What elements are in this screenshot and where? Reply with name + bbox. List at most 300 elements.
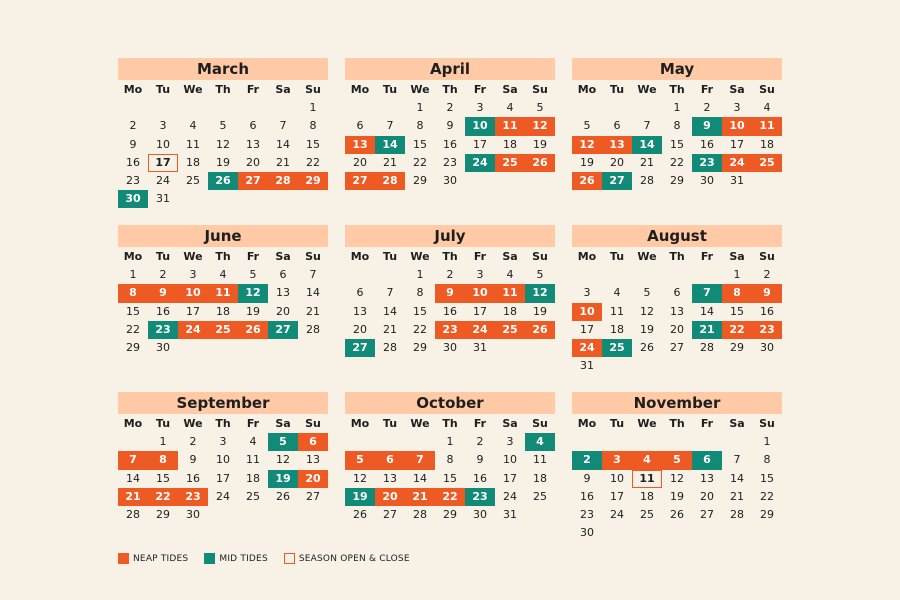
mid-swatch-icon <box>204 553 215 564</box>
day-cell: 27 <box>238 172 268 190</box>
day-cell: 9 <box>692 117 722 135</box>
day-cell: 6 <box>249 119 257 133</box>
weekday-header: Tu <box>609 83 625 96</box>
month-title: October <box>345 392 555 414</box>
day-cell: 9 <box>148 284 178 302</box>
empty-cell <box>375 99 405 117</box>
day-cell: 3 <box>476 268 484 282</box>
weekday-header: We <box>410 250 430 263</box>
day-cell: 7 <box>386 119 394 133</box>
day-cell: 18 <box>186 155 200 169</box>
day-cell: 4 <box>219 268 227 282</box>
day-cell: 28 <box>126 507 140 521</box>
day-cell: 22 <box>148 488 178 506</box>
empty-cell <box>602 99 632 117</box>
empty-cell <box>178 99 208 117</box>
day-cell: 13 <box>602 136 632 154</box>
day-cell: 8 <box>763 453 771 467</box>
weekday-header: Th <box>442 417 458 430</box>
day-cell: 15 <box>443 471 457 485</box>
empty-cell <box>602 433 632 451</box>
day-cell: 24 <box>503 489 517 503</box>
day-cell: 9 <box>435 284 465 302</box>
day-cell: 22 <box>670 155 684 169</box>
day-cell: 7 <box>692 284 722 302</box>
weekday-header: Sa <box>275 83 291 96</box>
weekday-header: Fr <box>246 83 260 96</box>
weekday-header: Fr <box>473 83 487 96</box>
day-cell: 14 <box>700 304 714 318</box>
day-cell: 29 <box>413 340 427 354</box>
weekday-header: Su <box>305 250 321 263</box>
day-cell: 22 <box>722 321 752 339</box>
weekday-header: Sa <box>275 417 291 430</box>
weekday-header: Su <box>305 83 321 96</box>
day-cell: 29 <box>126 340 140 354</box>
day-cell: 22 <box>126 322 140 336</box>
day-cell: 11 <box>246 453 260 467</box>
day-cell: 12 <box>238 284 268 302</box>
month-title: March <box>118 58 328 80</box>
day-cell: 23 <box>752 321 782 339</box>
day-cell: 3 <box>189 268 197 282</box>
day-cell: 24 <box>572 339 602 357</box>
weekday-header: Th <box>215 83 231 96</box>
day-cell: 5 <box>583 119 591 133</box>
day-cell: 21 <box>383 322 397 336</box>
day-cell: 4 <box>525 433 555 451</box>
day-cell: 8 <box>722 284 752 302</box>
weekday-header: Su <box>305 417 321 430</box>
day-cell: 9 <box>446 119 454 133</box>
day-cell: 1 <box>763 435 771 449</box>
empty-cell <box>722 433 752 451</box>
day-cell: 7 <box>279 119 287 133</box>
day-cell: 7 <box>309 268 317 282</box>
day-cell: 21 <box>405 488 435 506</box>
day-cell: 27 <box>383 507 397 521</box>
day-cell: 19 <box>533 137 547 151</box>
day-cell: 2 <box>703 101 711 115</box>
day-cell: 22 <box>413 322 427 336</box>
day-cell: 26 <box>353 507 367 521</box>
day-cell: 10 <box>465 117 495 135</box>
day-cell: 27 <box>602 172 632 190</box>
day-cell: 14 <box>383 304 397 318</box>
day-cell: 16 <box>186 471 200 485</box>
month-august <box>572 225 782 375</box>
day-cell: 29 <box>443 507 457 521</box>
day-cell: 5 <box>643 286 651 300</box>
day-cell: 25 <box>495 321 525 339</box>
day-cell: 20 <box>353 155 367 169</box>
day-cell: 1 <box>416 101 424 115</box>
day-cell: 11 <box>495 284 525 302</box>
empty-cell <box>572 266 602 284</box>
day-cell: 26 <box>238 321 268 339</box>
day-cell: 29 <box>156 507 170 521</box>
weekday-header: Sa <box>502 250 518 263</box>
day-cell: 15 <box>126 304 140 318</box>
day-cell: 26 <box>208 172 238 190</box>
day-cell: 31 <box>503 507 517 521</box>
month-grid <box>572 415 782 542</box>
weekday-header: Su <box>759 417 775 430</box>
day-cell: 21 <box>692 321 722 339</box>
day-cell: 24 <box>465 154 495 172</box>
empty-cell <box>208 99 238 117</box>
day-cell: 28 <box>306 322 320 336</box>
day-cell: 6 <box>356 119 364 133</box>
month-title: July <box>345 225 555 247</box>
day-cell: 10 <box>722 117 752 135</box>
weekday-header: We <box>410 83 430 96</box>
weekday-header: Th <box>669 83 685 96</box>
day-cell: 8 <box>416 119 424 133</box>
day-cell: 22 <box>413 155 427 169</box>
weekday-header: Tu <box>155 417 171 430</box>
day-cell: 20 <box>353 322 367 336</box>
day-cell: 4 <box>249 435 257 449</box>
day-cell: 18 <box>760 137 774 151</box>
day-cell: 12 <box>216 137 230 151</box>
day-cell: 26 <box>670 507 684 521</box>
day-cell: 5 <box>345 451 375 469</box>
weekday-header: Th <box>442 83 458 96</box>
weekday-header: Mo <box>123 83 143 96</box>
empty-cell <box>345 433 375 451</box>
month-grid <box>572 248 782 375</box>
day-cell: 10 <box>465 284 495 302</box>
empty-cell <box>268 99 298 117</box>
day-cell: 21 <box>306 304 320 318</box>
day-cell: 27 <box>700 507 714 521</box>
day-cell: 18 <box>640 489 654 503</box>
day-cell: 19 <box>216 155 230 169</box>
day-cell: 13 <box>345 136 375 154</box>
weekday-header: Fr <box>700 250 714 263</box>
day-cell: 16 <box>473 471 487 485</box>
day-cell: 1 <box>733 268 741 282</box>
day-cell: 28 <box>375 172 405 190</box>
day-cell: 21 <box>276 155 290 169</box>
day-cell: 14 <box>413 471 427 485</box>
day-cell: 6 <box>375 451 405 469</box>
day-cell: 18 <box>503 304 517 318</box>
day-cell: 16 <box>156 304 170 318</box>
day-cell: 6 <box>692 451 722 469</box>
empty-cell <box>632 99 662 117</box>
weekday-header: Sa <box>275 250 291 263</box>
day-cell: 11 <box>610 304 624 318</box>
day-cell: 2 <box>476 435 484 449</box>
weekday-header: We <box>637 83 657 96</box>
weekday-header: Su <box>532 250 548 263</box>
month-grid <box>118 415 328 524</box>
day-cell: 26 <box>572 172 602 190</box>
day-cell: 30 <box>443 340 457 354</box>
empty-cell <box>662 266 692 284</box>
month-grid <box>345 415 555 524</box>
day-cell: 17 <box>186 304 200 318</box>
day-cell: 24 <box>465 321 495 339</box>
day-cell: 31 <box>473 340 487 354</box>
weekday-header: Tu <box>155 83 171 96</box>
day-cell: 30 <box>580 526 594 540</box>
day-cell: 5 <box>662 451 692 469</box>
day-cell: 15 <box>760 471 774 485</box>
day-cell: 24 <box>216 489 230 503</box>
day-cell: 21 <box>383 155 397 169</box>
day-cell: 27 <box>306 489 320 503</box>
day-cell: 16 <box>443 137 457 151</box>
day-cell: 10 <box>178 284 208 302</box>
weekday-header: Sa <box>729 83 745 96</box>
weekday-header: We <box>410 417 430 430</box>
weekday-header: Fr <box>246 417 260 430</box>
day-cell: 2 <box>159 268 167 282</box>
month-title: August <box>572 225 782 247</box>
day-cell: 5 <box>268 433 298 451</box>
month-grid <box>345 248 555 357</box>
day-cell: 16 <box>126 155 140 169</box>
day-cell: 20 <box>246 155 260 169</box>
day-cell: 7 <box>733 453 741 467</box>
day-cell: 26 <box>525 321 555 339</box>
day-cell: 1 <box>446 435 454 449</box>
day-cell: 17 <box>730 137 744 151</box>
day-cell: 12 <box>353 471 367 485</box>
day-cell: 3 <box>602 451 632 469</box>
day-cell: 24 <box>610 507 624 521</box>
day-cell: 1 <box>159 435 167 449</box>
weekday-header: Su <box>532 417 548 430</box>
day-cell: 10 <box>156 137 170 151</box>
weekday-header: We <box>183 417 203 430</box>
weekday-header: Sa <box>502 83 518 96</box>
day-cell: 23 <box>580 507 594 521</box>
day-cell: 12 <box>640 304 654 318</box>
weekday-header: Su <box>532 83 548 96</box>
day-cell: 20 <box>700 489 714 503</box>
day-cell: 8 <box>148 451 178 469</box>
day-cell: 28 <box>700 340 714 354</box>
empty-cell <box>118 433 148 451</box>
day-cell: 7 <box>643 119 651 133</box>
day-cell: 17 <box>473 304 487 318</box>
empty-cell <box>662 433 692 451</box>
day-cell: 8 <box>446 453 454 467</box>
empty-cell <box>238 99 268 117</box>
empty-cell <box>572 99 602 117</box>
month-title: November <box>572 392 782 414</box>
day-cell: 4 <box>189 119 197 133</box>
day-cell: 1 <box>129 268 137 282</box>
day-cell: 6 <box>279 268 287 282</box>
weekday-header: Tu <box>609 250 625 263</box>
day-cell: 18 <box>216 304 230 318</box>
empty-cell <box>405 433 435 451</box>
day-cell: 12 <box>525 284 555 302</box>
empty-cell <box>375 433 405 451</box>
day-cell: 18 <box>503 137 517 151</box>
day-cell: 14 <box>632 136 662 154</box>
day-cell: 2 <box>129 119 137 133</box>
day-cell: 19 <box>670 489 684 503</box>
day-cell: 12 <box>525 117 555 135</box>
day-cell: 13 <box>246 137 260 151</box>
day-cell: 14 <box>375 136 405 154</box>
day-cell: 24 <box>178 321 208 339</box>
day-cell: 21 <box>118 488 148 506</box>
day-cell: 19 <box>533 304 547 318</box>
empty-cell <box>148 99 178 117</box>
day-cell: 14 <box>276 137 290 151</box>
day-cell: 1 <box>416 268 424 282</box>
weekday-header: Sa <box>729 250 745 263</box>
day-cell: 27 <box>345 172 375 190</box>
month-grid <box>345 81 555 190</box>
day-cell: 12 <box>572 136 602 154</box>
day-cell: 28 <box>383 340 397 354</box>
empty-cell <box>345 266 375 284</box>
day-cell: 11 <box>533 453 547 467</box>
empty-cell <box>572 433 602 451</box>
day-cell: 23 <box>126 173 140 187</box>
day-cell: 19 <box>246 304 260 318</box>
day-cell: 13 <box>276 286 290 300</box>
day-cell: 23 <box>435 321 465 339</box>
month-september <box>118 392 328 524</box>
day-cell: 5 <box>219 119 227 133</box>
legend-label-mid: MID TIDES <box>219 553 268 564</box>
day-cell: 23 <box>692 154 722 172</box>
day-cell: 29 <box>413 173 427 187</box>
day-cell: 4 <box>506 268 514 282</box>
day-cell: 3 <box>159 119 167 133</box>
day-cell: 14 <box>306 286 320 300</box>
day-cell: 3 <box>583 286 591 300</box>
day-cell: 21 <box>730 489 744 503</box>
day-cell: 1 <box>673 101 681 115</box>
day-cell: 25 <box>533 489 547 503</box>
day-cell: 5 <box>536 101 544 115</box>
day-cell: 29 <box>298 172 328 190</box>
day-cell: 29 <box>760 507 774 521</box>
day-cell: 3 <box>733 101 741 115</box>
weekday-header: Su <box>759 83 775 96</box>
day-cell: 28 <box>730 507 744 521</box>
day-cell: 3 <box>506 435 514 449</box>
day-cell: 9 <box>583 471 591 485</box>
day-cell: 8 <box>118 284 148 302</box>
day-cell: 7 <box>118 451 148 469</box>
day-cell: 2 <box>446 101 454 115</box>
day-cell: 17 <box>148 154 178 172</box>
month-may <box>572 58 782 190</box>
day-cell: 27 <box>345 339 375 357</box>
weekday-header: Mo <box>123 417 143 430</box>
day-cell: 23 <box>465 488 495 506</box>
day-cell: 28 <box>413 507 427 521</box>
day-cell: 16 <box>443 304 457 318</box>
weekday-header: Mo <box>577 417 597 430</box>
day-cell: 9 <box>129 137 137 151</box>
day-cell: 15 <box>413 304 427 318</box>
day-cell: 4 <box>506 101 514 115</box>
day-cell: 11 <box>495 117 525 135</box>
empty-cell <box>632 266 662 284</box>
day-cell: 19 <box>580 155 594 169</box>
legend-label-season: SEASON OPEN & CLOSE <box>298 553 410 564</box>
weekday-header: Fr <box>473 250 487 263</box>
month-title: September <box>118 392 328 414</box>
weekday-header: Fr <box>700 417 714 430</box>
weekday-header: We <box>183 83 203 96</box>
day-cell: 9 <box>476 453 484 467</box>
day-cell: 11 <box>208 284 238 302</box>
legend <box>118 553 426 564</box>
empty-cell <box>118 99 148 117</box>
day-cell: 14 <box>730 471 744 485</box>
day-cell: 15 <box>306 137 320 151</box>
month-july <box>345 225 555 357</box>
weekday-header: Th <box>669 250 685 263</box>
weekday-header: Th <box>442 250 458 263</box>
day-cell: 22 <box>306 155 320 169</box>
day-cell: 20 <box>375 488 405 506</box>
day-cell: 19 <box>268 470 298 488</box>
empty-cell <box>692 266 722 284</box>
day-cell: 23 <box>443 155 457 169</box>
day-cell: 5 <box>249 268 257 282</box>
day-cell: 16 <box>760 304 774 318</box>
weekday-header: Tu <box>382 250 398 263</box>
day-cell: 28 <box>268 172 298 190</box>
day-cell: 31 <box>156 192 170 206</box>
day-cell: 25 <box>495 154 525 172</box>
day-cell: 8 <box>416 286 424 300</box>
day-cell: 7 <box>386 286 394 300</box>
day-cell: 13 <box>700 471 714 485</box>
month-march <box>118 58 328 208</box>
day-cell: 2 <box>189 435 197 449</box>
day-cell: 10 <box>216 453 230 467</box>
month-title: May <box>572 58 782 80</box>
day-cell: 26 <box>640 340 654 354</box>
day-cell: 9 <box>189 453 197 467</box>
day-cell: 8 <box>673 119 681 133</box>
month-grid <box>118 248 328 357</box>
day-cell: 3 <box>219 435 227 449</box>
weekday-header: Th <box>215 417 231 430</box>
day-cell: 30 <box>186 507 200 521</box>
month-november <box>572 392 782 542</box>
day-cell: 25 <box>640 507 654 521</box>
day-cell: 2 <box>763 268 771 282</box>
day-cell: 12 <box>276 453 290 467</box>
day-cell: 13 <box>383 471 397 485</box>
day-cell: 22 <box>435 488 465 506</box>
day-cell: 19 <box>640 322 654 336</box>
month-june <box>118 225 328 357</box>
weekday-header: Fr <box>700 83 714 96</box>
legend-item-neap <box>118 553 188 564</box>
day-cell: 25 <box>752 154 782 172</box>
day-cell: 15 <box>413 137 427 151</box>
day-cell: 18 <box>610 322 624 336</box>
day-cell: 6 <box>613 119 621 133</box>
